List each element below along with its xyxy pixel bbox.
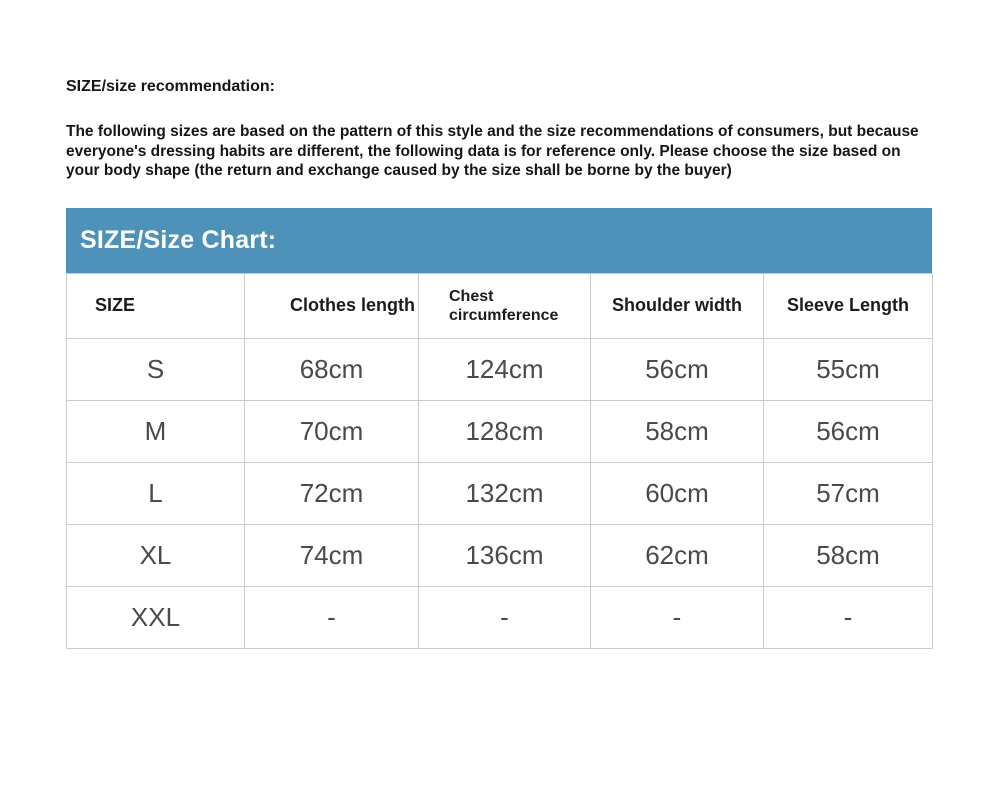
size-recommendation-heading: SIZE/size recommendation: <box>66 78 275 95</box>
column-header-size: SIZE <box>67 273 245 338</box>
size-cell: XXL <box>67 586 245 648</box>
clothes-length-cell: 70cm <box>245 400 419 462</box>
shoulder-width-cell: 62cm <box>591 524 764 586</box>
shoulder-width-cell: 60cm <box>591 462 764 524</box>
size-cell: L <box>67 462 245 524</box>
sleeve-length-cell: 55cm <box>764 338 933 400</box>
shoulder-width-cell: - <box>591 586 764 648</box>
size-disclaimer-text: The following sizes are based on the pattern of this style and the size recommendations of consumers, but because everyone's dressing habits are different, the following data is for reference only. Please choose the size based on your body shape (the return and exchange caused by the size shall be borne by the buyer) <box>66 123 919 179</box>
column-header-shoulder-width: Shoulder width <box>591 273 764 338</box>
size-cell: M <box>67 400 245 462</box>
chest-circumference-cell: 124cm <box>419 338 591 400</box>
table-row-xl <box>67 524 933 586</box>
clothes-length-cell: 68cm <box>245 338 419 400</box>
size-chart-banner-title: SIZE/Size Chart: <box>80 225 277 254</box>
clothes-length-cell: 74cm <box>245 524 419 586</box>
chest-circumference-cell: 132cm <box>419 462 591 524</box>
column-header-sleeve-length: Sleeve Length <box>764 273 933 338</box>
table-row-m <box>67 400 933 462</box>
size-cell: XL <box>67 524 245 586</box>
column-header-chest-circumference: Chest circumference <box>419 273 591 338</box>
size-guide-page <box>0 79 1000 787</box>
table-row-l <box>67 462 933 524</box>
sleeve-length-cell: 56cm <box>764 400 933 462</box>
size-cell: S <box>67 338 245 400</box>
chest-circumference-cell: - <box>419 586 591 648</box>
sleeve-length-cell: - <box>764 586 933 648</box>
clothes-length-cell: 72cm <box>245 462 419 524</box>
shoulder-width-cell: 58cm <box>591 400 764 462</box>
sleeve-length-cell: 57cm <box>764 462 933 524</box>
size-chart-banner <box>66 208 932 273</box>
clothes-length-cell: - <box>245 586 419 648</box>
size-chart-table <box>66 273 933 649</box>
table-row-xxl <box>67 586 933 648</box>
shoulder-width-cell: 56cm <box>591 338 764 400</box>
chest-circumference-cell: 128cm <box>419 400 591 462</box>
chest-circumference-cell: 136cm <box>419 524 591 586</box>
sleeve-length-cell: 58cm <box>764 524 933 586</box>
table-header-row <box>67 273 933 338</box>
table-row-s <box>67 338 933 400</box>
column-header-clothes-length: Clothes length <box>245 273 419 338</box>
